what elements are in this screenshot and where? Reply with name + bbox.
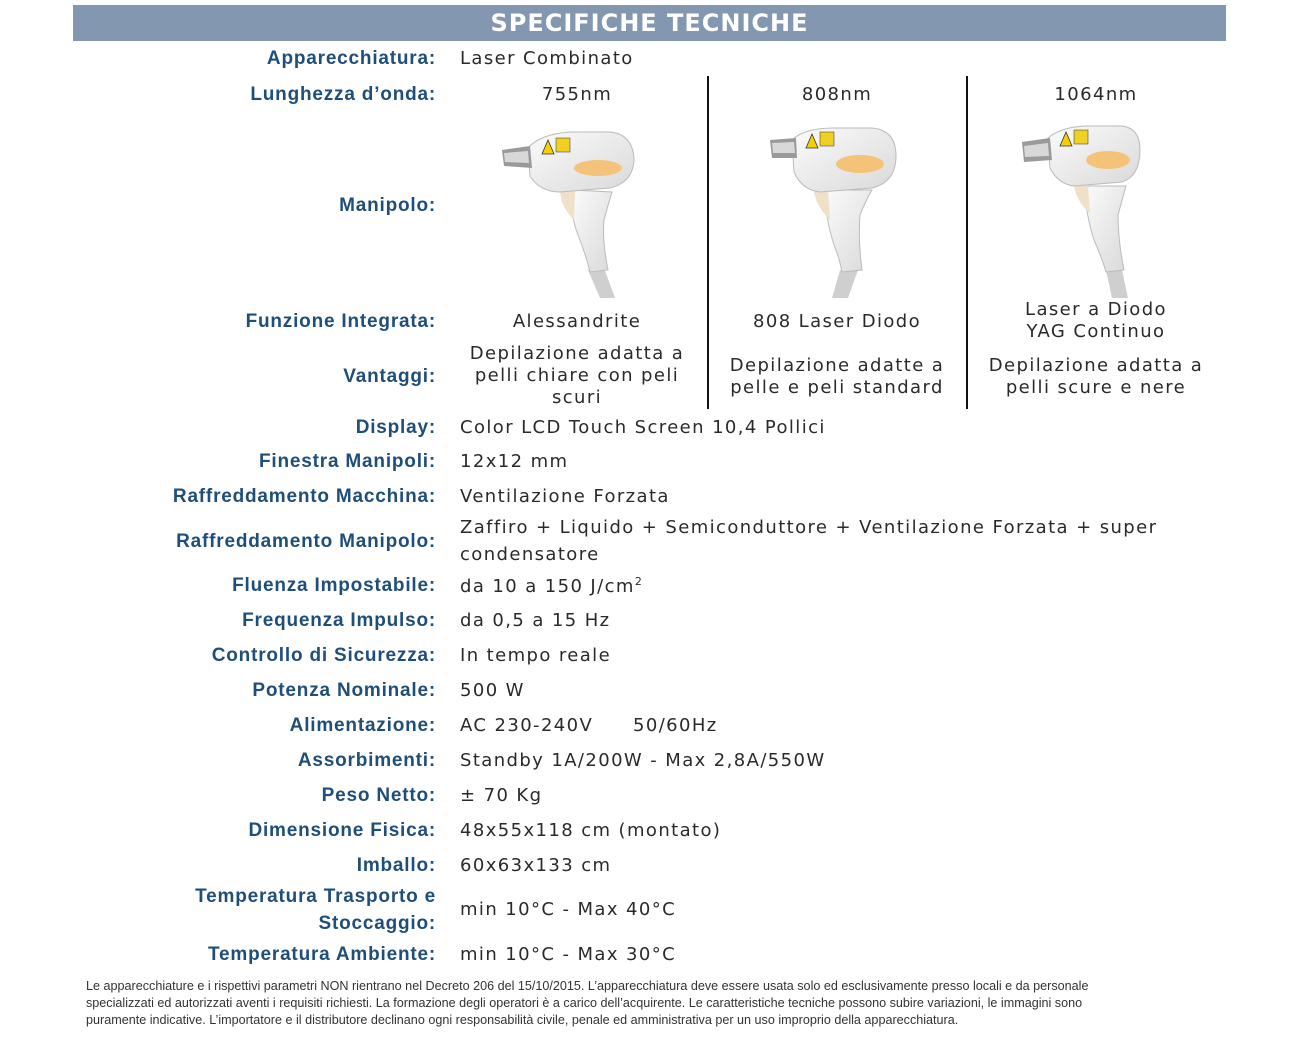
- label-imballo: Imballo:: [356, 855, 436, 876]
- label-raffreddamento-macchina: Raffreddamento Macchina:: [172, 486, 436, 507]
- label-fluenza: Fluenza Impostabile:: [232, 575, 436, 596]
- label-alimentazione: Alimentazione:: [289, 715, 436, 736]
- wavelength-1064: 1064nm: [1054, 84, 1138, 105]
- advantages-col-2: [708, 355, 966, 399]
- advantages-col-3: [967, 355, 1225, 399]
- function-col-1-line1: Alessandrite: [512, 311, 642, 332]
- advantages-col-2-line2: pelle e peli standard: [730, 377, 944, 398]
- disclaimer-footer: [86, 978, 1216, 1029]
- label-temp-trasporto-2: Stoccaggio:: [318, 913, 436, 934]
- wavelength-755: 755nm: [541, 84, 613, 105]
- value-fluenza-text: da 10 a 150 J/cm: [460, 576, 635, 597]
- value-imballo: 60x63x133 cm: [460, 855, 612, 876]
- value-fluenza: [460, 575, 643, 597]
- label-manipolo: Manipolo:: [339, 195, 436, 216]
- function-col-2: [708, 311, 966, 333]
- label-display: Display:: [355, 417, 436, 438]
- advantages-col-2-line1: Depilazione adatte a: [729, 355, 945, 376]
- value-raff-manipolo-2: condensatore: [460, 544, 600, 565]
- disclaimer-line: Le apparecchiature e i rispettivi parametri NON rientrano nel Decreto 206 del 15/10/2015. L’apparecchiatura deve essere usata solo ed esclusivamente presso locali e da personale: [86, 979, 1089, 993]
- advantages-col-1-line2: pelli chiare con peli: [474, 365, 680, 386]
- label-controllo-sicurezza: Controllo di Sicurezza:: [211, 645, 436, 666]
- value-temp-trasporto: min 10°C - Max 40°C: [460, 899, 677, 920]
- wavelength-808: 808nm: [801, 84, 873, 105]
- handpiece-image-1064: [1018, 120, 1168, 300]
- value-apparecchiatura: Laser Combinato: [460, 48, 634, 69]
- advantages-col-3-line1: Depilazione adatta a: [988, 355, 1204, 376]
- label-peso: Peso Netto:: [321, 785, 436, 806]
- function-col-2-line1: 808 Laser Diodo: [752, 311, 922, 332]
- advantages-col-3-line2: pelli scure e nere: [1005, 377, 1187, 398]
- label-raffreddamento-manipolo: Raffreddamento Manipolo:: [176, 531, 436, 552]
- function-col-3-line2: YAG Continuo: [1026, 321, 1166, 342]
- page-title: SPECIFICHE TECNICHE: [73, 5, 1226, 41]
- value-assorbimenti: Standby 1A/200W - Max 2,8A/550W: [460, 750, 826, 771]
- label-funzione-integrata: Funzione Integrata:: [245, 311, 436, 332]
- value-raff-macchina: Ventilazione Forzata: [460, 486, 670, 507]
- label-potenza: Potenza Nominale:: [252, 680, 436, 701]
- label-apparecchiatura: Apparecchiatura:: [266, 48, 436, 69]
- label-lunghezza-onda: Lunghezza d’onda:: [250, 84, 436, 105]
- label-temp-ambiente: Temperatura Ambiente:: [208, 944, 436, 965]
- label-finestra-manipoli: Finestra Manipoli:: [259, 451, 436, 472]
- value-raff-manipolo-1: Zaffiro + Liquido + Semiconduttore + Ventilazione Forzata + super: [460, 517, 1158, 538]
- value-temp-ambiente: min 10°C - Max 30°C: [460, 944, 677, 965]
- value-fluenza-sup: 2: [634, 575, 644, 588]
- label-dimensione: Dimensione Fisica:: [248, 820, 436, 841]
- value-dimensione: 48x55x118 cm (montato): [460, 820, 722, 841]
- disclaimer-line: puramente indicative. L’importatore e il distributore declinano ogni responsabilità civile, penale ed amministrativa per un uso improprio della apparecchiatura.: [86, 1013, 959, 1027]
- advantages-col-1-line3: scuri: [551, 387, 603, 408]
- function-col-3: [967, 299, 1225, 343]
- function-col-1: [448, 311, 706, 333]
- handpiece-image-755: [500, 120, 650, 300]
- label-assorbimenti: Assorbimenti:: [297, 750, 436, 771]
- value-finestra: 12x12 mm: [460, 451, 569, 472]
- function-col-3-line1: Laser a Diodo: [1025, 299, 1167, 320]
- value-alimentazione-b: 50/60Hz: [633, 715, 718, 736]
- value-potenza: 500 W: [460, 680, 525, 701]
- label-vantaggi: Vantaggi:: [343, 366, 436, 387]
- advantages-col-1: [448, 343, 706, 409]
- value-peso: ± 70 Kg: [460, 785, 543, 806]
- value-alimentazione-a: AC 230-240V: [460, 715, 594, 736]
- label-frequenza: Frequenza Impulso:: [242, 610, 436, 631]
- advantages-col-1-line1: Depilazione adatta a: [469, 343, 685, 364]
- label-temp-trasporto-1: Temperatura Trasporto e: [195, 886, 436, 907]
- value-controllo: In tempo reale: [460, 645, 612, 666]
- value-frequenza: da 0,5 a 15 Hz: [460, 610, 611, 631]
- value-display: Color LCD Touch Screen 10,4 Pollici: [460, 417, 826, 438]
- handpiece-image-808: [762, 120, 912, 300]
- disclaimer-line: specializzati ed autorizzati aventi i requisiti richiesti. La formazione degli operatori è a carico dell’acquirente. Le caratteristiche tecniche possono subire variazioni, le immagini sono: [86, 996, 1083, 1010]
